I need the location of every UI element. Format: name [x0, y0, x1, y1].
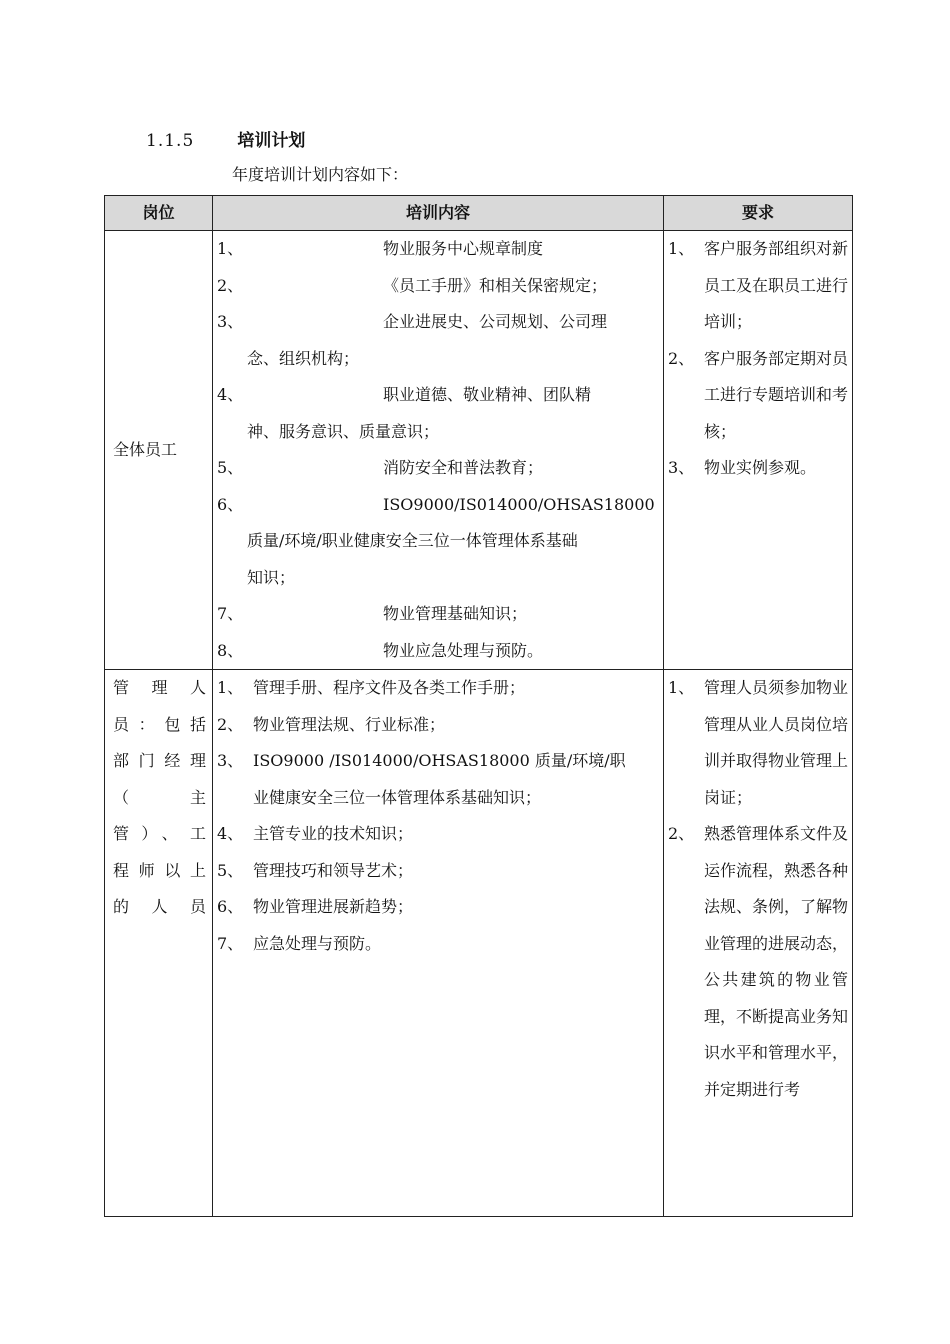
- item-number: 2、: [668, 824, 695, 843]
- list-item: [217, 377, 659, 450]
- requirement-text: 客户服务部组织对新员工及在职员工进行培训；: [704, 239, 849, 331]
- content-cell: [213, 231, 664, 670]
- item-number: 1、: [668, 678, 695, 697]
- requirement-text: 客户服务部定期对员工进行专题培训和考核；: [704, 348, 849, 441]
- content-cell: [213, 670, 664, 1217]
- requirement-text: 管理人员须参加物业管理从业人员岗位培训并取得物业管理上岗证；: [704, 678, 849, 807]
- item-text: 企业进展史、公司规划、公司理: [383, 312, 608, 331]
- list-item: [217, 633, 659, 670]
- item-text: 物业管理法规、行业标准；: [253, 714, 446, 734]
- position-line: 管 理 人: [113, 678, 206, 697]
- training-plan-table: [104, 195, 853, 1217]
- list-item: [217, 889, 659, 926]
- item-number: 1、: [668, 239, 695, 258]
- item-number: 3、: [217, 312, 244, 331]
- requirement-item: [668, 450, 848, 487]
- table-row: [105, 231, 853, 670]
- position-cell: [105, 670, 213, 1217]
- list-item: [217, 853, 659, 890]
- position-line: 的人员: [113, 897, 206, 916]
- item-text: 主管专业的技术知识；: [253, 824, 414, 843]
- list-item: [217, 670, 659, 707]
- header-content: 培训内容: [213, 196, 664, 231]
- item-text: 物业应急处理与预防。: [383, 640, 544, 660]
- item-text-continued: 念、组织机构；: [247, 348, 360, 368]
- position-cell: 全体员工: [105, 231, 213, 670]
- section-title: 培训计划: [237, 131, 306, 151]
- item-text: 物业管理基础知识；: [383, 604, 528, 623]
- position-line: 程师以上: [113, 860, 206, 880]
- list-item: [217, 707, 659, 744]
- requirement-item: [668, 231, 848, 341]
- list-item: [217, 487, 659, 597]
- item-number: 8、: [217, 640, 244, 660]
- item-text: 物业管理进展新趋势；: [253, 897, 414, 916]
- item-number: 2、: [217, 275, 244, 295]
- item-number: 5、: [217, 458, 244, 477]
- item-text: 管理技巧和领导艺术；: [253, 860, 414, 880]
- item-number: 4、: [217, 824, 244, 843]
- item-number: 4、: [217, 385, 244, 404]
- list-item: [217, 596, 659, 633]
- item-number: 5、: [217, 860, 244, 880]
- requirement-item: [668, 670, 848, 816]
- header-requirements: 要求: [664, 196, 853, 231]
- list-item: [217, 743, 659, 816]
- requirement-item: [668, 341, 848, 451]
- item-number: 7、: [217, 604, 244, 623]
- item-text: 物业服务中心规章制度: [383, 239, 544, 258]
- item-number: 2、: [668, 348, 695, 368]
- item-number: 1、: [217, 239, 244, 258]
- list-item: [217, 231, 659, 268]
- item-text: 应急处理与预防。: [253, 933, 382, 953]
- list-item: [217, 268, 659, 305]
- list-item: [217, 926, 659, 963]
- item-text: 消防安全和普法教育；: [383, 458, 544, 477]
- table-header-row: [105, 196, 853, 231]
- item-number: 6、: [217, 494, 244, 514]
- item-text-continued: 知识；: [247, 567, 296, 587]
- section-number: 1.1.5: [146, 131, 195, 151]
- item-number: 6、: [217, 897, 244, 916]
- item-number: 3、: [668, 458, 695, 477]
- item-number: 2、: [217, 714, 244, 734]
- item-number: 3、: [217, 751, 244, 770]
- item-text-continued: 质量/环境/职业健康安全三位一体管理体系基础: [247, 531, 578, 550]
- item-text: 职业道德、敬业精神、团队精: [383, 385, 592, 404]
- requirement-item: [668, 816, 848, 1108]
- item-text: ISO9000/IS014000/OHSAS18000: [383, 494, 655, 514]
- requirements-cell: [664, 670, 853, 1217]
- item-text: 管理手册、程序文件及各类工作手册；: [253, 678, 526, 697]
- position-line: （ 主: [113, 787, 206, 807]
- requirement-text: 熟悉管理体系文件及运作流程，熟悉各种法规、条例，了解物业管理的进展动态，公共建筑的物业管理，不断提高业务知识水平和管理水平，并定期进行考: [704, 824, 849, 1099]
- list-item: [217, 816, 659, 853]
- requirement-text: 物业实例参观。: [704, 458, 817, 477]
- header-position: 岗位: [105, 196, 213, 231]
- item-number: 1、: [217, 678, 244, 697]
- list-item: [217, 450, 659, 487]
- position-line: 管）、工: [113, 824, 206, 843]
- item-number: 7、: [217, 933, 244, 953]
- intro-text: 年度培训计划内容如下：: [232, 165, 409, 184]
- item-text-continued: 神、服务意识、质量意识；: [247, 421, 440, 441]
- item-text-continued: 业健康安全三位一体管理体系基础知识；: [253, 787, 542, 807]
- table-row: [105, 670, 853, 1217]
- section-heading: [146, 126, 305, 151]
- position-line: 员：包括: [113, 714, 206, 734]
- requirements-cell: [664, 231, 853, 670]
- list-item: [217, 304, 659, 377]
- item-text: ISO9000 /IS014000/OHSAS18000 质量/环境/职: [253, 751, 626, 770]
- position-line: 部门经理: [113, 751, 206, 770]
- item-text: 《员工手册》和相关保密规定；: [383, 275, 608, 295]
